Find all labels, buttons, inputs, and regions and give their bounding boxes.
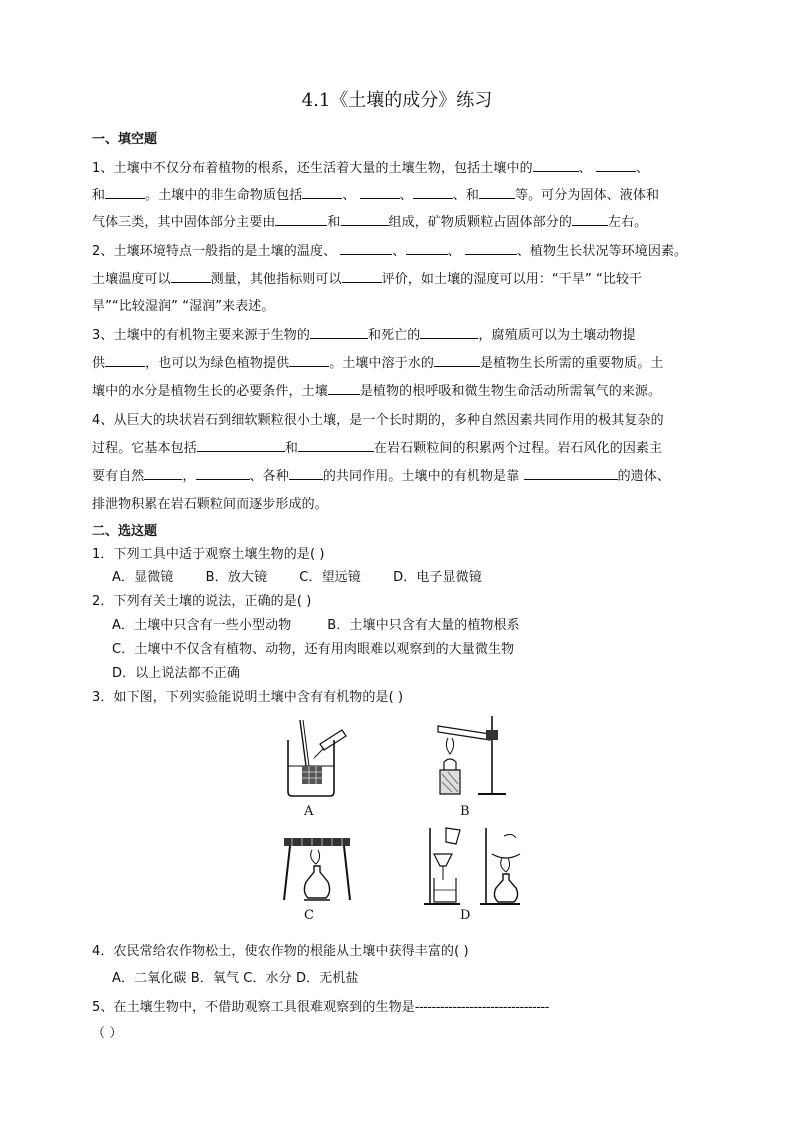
q1-line-1: 1、土壤中不仅分布着植物的根系，还生活着大量的土壤生物，包括土壤中的 、 、 <box>92 161 650 176</box>
mc4-stem: 4．农民常给农作物松土，使农作物的根能从土壤中获得丰富的( ) <box>92 944 469 959</box>
q3-line-2: 供 ，也可以为绿色植物提供 。土壤中溶于水的 是植物生长所需的重要物质。土 <box>92 356 664 371</box>
blank[interactable] <box>328 383 360 395</box>
mc1-option-c[interactable]: C．望远镜 <box>299 570 361 585</box>
mc2-option-b[interactable]: B．土壤中只含有大量的植物根系 <box>327 618 520 633</box>
figure-c-tripod-icon <box>278 830 358 908</box>
figure-b-label: B <box>460 804 470 819</box>
mc2-option-d[interactable]: D．以上说法都不正确 <box>112 666 241 681</box>
blank[interactable] <box>275 214 327 226</box>
blank[interactable] <box>524 468 618 480</box>
blank[interactable] <box>413 187 453 199</box>
q2-line-1: 2、土壤环境特点一般指的是土壤的温度、 、 、 、植物生长状况等环境因素。 <box>92 244 688 259</box>
blank[interactable] <box>341 214 389 226</box>
blank[interactable] <box>465 243 517 255</box>
blank[interactable] <box>340 243 392 255</box>
blank[interactable] <box>342 271 382 283</box>
figure-b-heating-icon <box>430 712 510 800</box>
blank[interactable] <box>434 355 480 367</box>
blank[interactable] <box>171 271 211 283</box>
blank[interactable] <box>105 355 145 367</box>
figure-c-label: C <box>304 908 314 923</box>
mc1-options <box>112 566 510 585</box>
mc1-option-b[interactable]: B．放大镜 <box>205 570 268 585</box>
mc3-stem: 3．如下图，下列实验能说明土壤中含有有机物的是( ) <box>92 690 404 705</box>
mc2-option-c[interactable]: C．土壤中不仅含有植物、动物，还有用肉眼难以观察到的大量微生物 <box>112 642 515 657</box>
q3-line-1: 3、土壤中的有机物主要来源于生物的 和死亡的 ，腐殖质可以为土壤动物提 <box>92 328 636 343</box>
figure-a-beaker-icon <box>280 718 350 800</box>
q4-line-3: 要有自然 ， 、各种 的共同作用。土壤中的有机物是靠 的遗体、 <box>92 469 670 484</box>
blank[interactable] <box>360 187 400 199</box>
figure-d-filtration-icon <box>420 824 530 908</box>
figure-a-label: A <box>304 804 314 819</box>
blank[interactable] <box>289 468 323 480</box>
mc2-stem: 2．下列有关土壤的说法，正确的是( ) <box>92 594 312 609</box>
blank[interactable] <box>298 440 374 452</box>
q2-line-2: 土壤温度可以 测量，其他指标则可以 评价，如土壤的湿度可以用：“干旱” “比较干 <box>92 272 643 287</box>
blank[interactable] <box>596 160 636 172</box>
q1-line-3: 气体三类，其中固体部分主要由 和 组成，矿物质颗粒占固体部分的 左右。 <box>92 215 648 230</box>
mc5-stem: 5、在土壤生物中，不借助观察工具很难观察到的生物是-------------------------------- <box>92 1000 549 1015</box>
mc1-option-a[interactable]: A．显微镜 <box>112 570 174 585</box>
q4-line-4: 排泄物积累在岩石颗粒间而逐步形成的。 <box>92 497 328 512</box>
blank[interactable] <box>105 187 145 199</box>
figure-d-label: D <box>460 908 471 923</box>
q1-line-2: 和 。土壤中的非生命物质包括 、 、 、和 等。可分为固体、液体和 <box>92 188 660 203</box>
q4-line-2: 过程。它基本包括 和 在岩石颗粒间的积累两个过程。岩石风化的因素主 <box>92 441 663 456</box>
blank[interactable] <box>533 160 579 172</box>
q3-line-3: 壤中的水分是植物生长的必要条件，土壤 是植物的根呼吸和微生物生命活动所需氧气的来源。 <box>92 384 662 399</box>
page-title: 4.1《土壤的成分》练习 <box>301 90 493 111</box>
blank[interactable] <box>197 440 285 452</box>
blank[interactable] <box>289 355 329 367</box>
blank[interactable] <box>144 468 182 480</box>
section-heading-fill-in: 一、填空题 <box>92 132 158 147</box>
mc4-options[interactable]: A．二氧化碳 B．氧气 C．水分 D．无机盐 <box>112 971 359 986</box>
mc2-options-ab <box>112 614 520 633</box>
mc1-option-d[interactable]: D．电子显微镜 <box>393 570 482 585</box>
q2-line-3: 旱”“比较湿润” “湿润”来表述。 <box>92 299 275 314</box>
mc5-answer-paren: （ ） <box>92 1026 123 1041</box>
blank[interactable] <box>406 243 448 255</box>
blank[interactable] <box>420 327 478 339</box>
mc1-stem: 1．下列工具中适于观察土壤生物的是( ) <box>92 547 325 562</box>
blank[interactable] <box>479 187 515 199</box>
blank[interactable] <box>572 214 608 226</box>
blank[interactable] <box>302 187 342 199</box>
blank[interactable] <box>196 468 250 480</box>
experiment-figures <box>270 712 540 932</box>
mc2-option-a[interactable]: A．土壤中只含有一些小型动物 <box>112 618 292 633</box>
blank[interactable] <box>310 327 368 339</box>
q4-line-1: 4、从巨大的块状岩石到细软颗粒很小土壤，是一个长时期的，多种自然因素共同作用的极其复杂的 <box>92 413 664 428</box>
section-heading-multiple-choice: 二、选这题 <box>92 524 158 539</box>
